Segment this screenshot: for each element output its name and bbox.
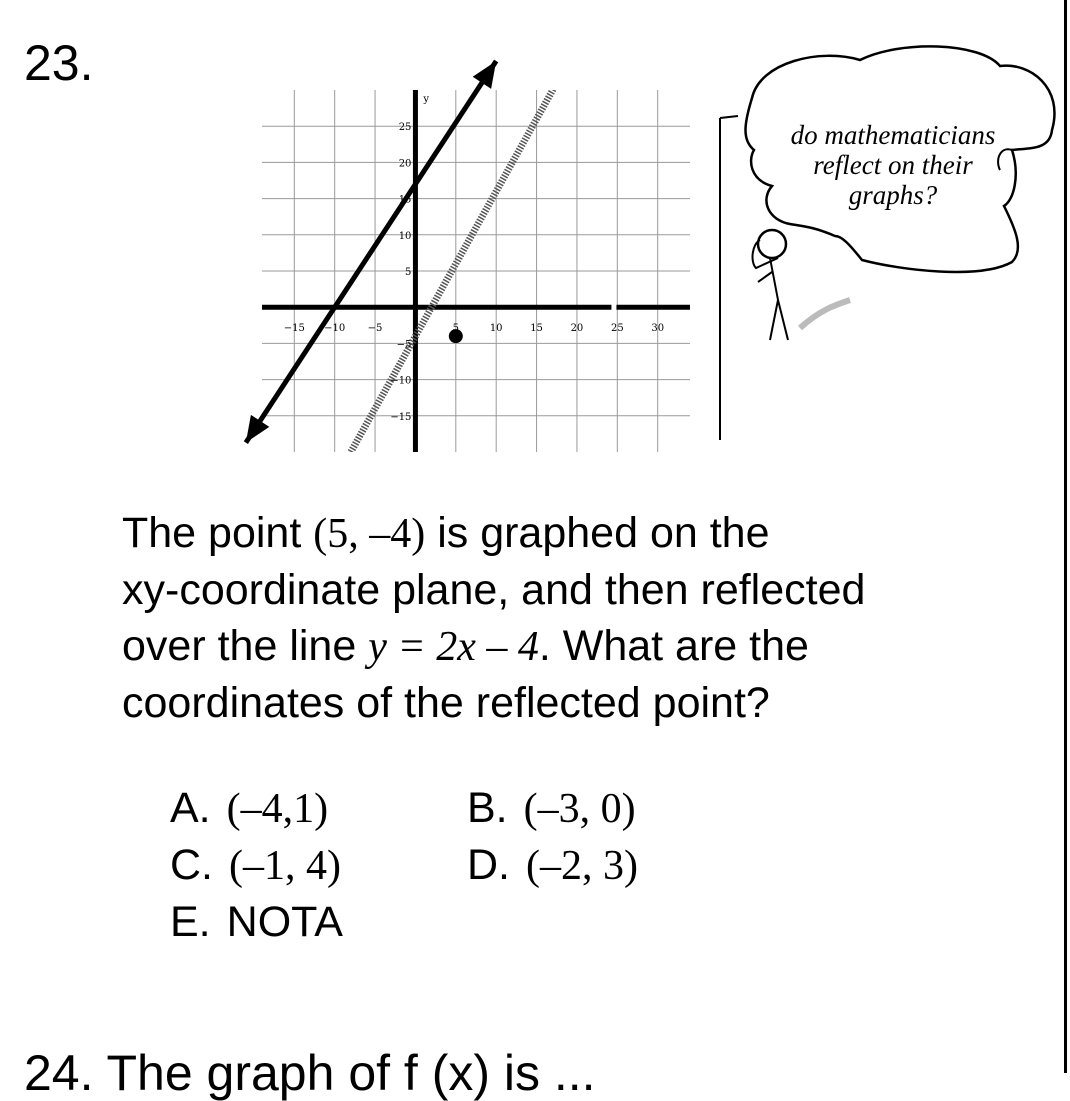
x-tick-label: 25 — [610, 323, 624, 335]
question-line-4: coordinates of the reflected point? — [122, 679, 770, 727]
question-text-part: The point — [122, 509, 302, 557]
choice-value: (–4,1) — [226, 786, 329, 832]
solid-line — [246, 61, 496, 443]
choice-e[interactable] — [170, 894, 467, 950]
choice-a[interactable] — [170, 780, 467, 837]
choice-letter: E. — [170, 898, 211, 946]
choice-row — [170, 837, 764, 894]
plotted-lines — [246, 61, 561, 452]
question-number: 23. — [24, 35, 94, 91]
choice-c[interactable] — [170, 837, 467, 894]
choice-row — [170, 780, 764, 837]
choice-letter: A. — [170, 784, 211, 832]
y-tick-label: 20 — [398, 158, 412, 170]
x-tick-label: 30 — [651, 323, 665, 335]
coordinate-graph — [0, 0, 1070, 470]
question-line-2: xy-coordinate plane, and then reflected — [122, 566, 866, 614]
x-tick-label: −5 — [367, 323, 383, 335]
cartoon-figure — [720, 46, 1054, 440]
question-text-part: over the line — [122, 622, 357, 670]
x-tick-label: 10 — [489, 323, 503, 335]
x-axis-gap — [611, 303, 616, 311]
point-coordinates: (5, –4) — [313, 511, 426, 557]
choice-letter: C. — [170, 841, 213, 889]
question-line-3 — [122, 618, 1022, 675]
y-tick-label: 15 — [398, 194, 412, 206]
question-text — [122, 505, 1022, 731]
y-tick-label: −5 — [396, 339, 412, 351]
y-tick-label: −10 — [390, 375, 412, 387]
arrowhead-up — [473, 61, 496, 89]
choice-row — [170, 894, 764, 950]
x-tick-label: −10 — [324, 323, 346, 335]
x-tick-label: −15 — [283, 323, 305, 335]
thought-bubble-text — [748, 120, 1038, 210]
x-tick-label: 20 — [570, 323, 584, 335]
grid — [262, 90, 690, 452]
choice-letter: B. — [467, 784, 508, 832]
x-tick-label: 15 — [530, 323, 543, 335]
question-line-1 — [122, 505, 1022, 562]
question-text-part: . What are the — [538, 622, 809, 670]
choice-value: (–1, 4) — [229, 843, 341, 889]
bubble-line-1: do mathematicians — [790, 120, 996, 150]
bubble-line-2: reflect on their — [813, 150, 973, 180]
y-tick-label: 10 — [398, 230, 412, 242]
line-equation: y = 2x – 4 — [368, 624, 539, 670]
choice-b[interactable] — [467, 780, 764, 837]
question-text-part: is graphed on the — [437, 509, 770, 557]
bubble-line-3: graphs? — [848, 180, 938, 210]
next-question-peek: 24. The graph of f (x) is ... — [24, 1045, 596, 1101]
tick-labels — [284, 94, 664, 423]
y-tick-label: 5 — [405, 267, 412, 278]
answer-choices — [170, 780, 764, 950]
y-axis-label: y — [423, 94, 430, 105]
x-tick-label: 5 — [452, 323, 459, 335]
choice-d[interactable] — [467, 837, 764, 894]
arrowhead-down — [246, 415, 269, 443]
choice-letter: D. — [467, 841, 510, 889]
y-tick-label: 25 — [398, 122, 412, 134]
y-tick-label: −15 — [390, 411, 412, 423]
choice-value: (–2, 3) — [526, 843, 638, 889]
choice-value: (–3, 0) — [523, 786, 636, 832]
choice-value: NOTA — [226, 898, 343, 946]
